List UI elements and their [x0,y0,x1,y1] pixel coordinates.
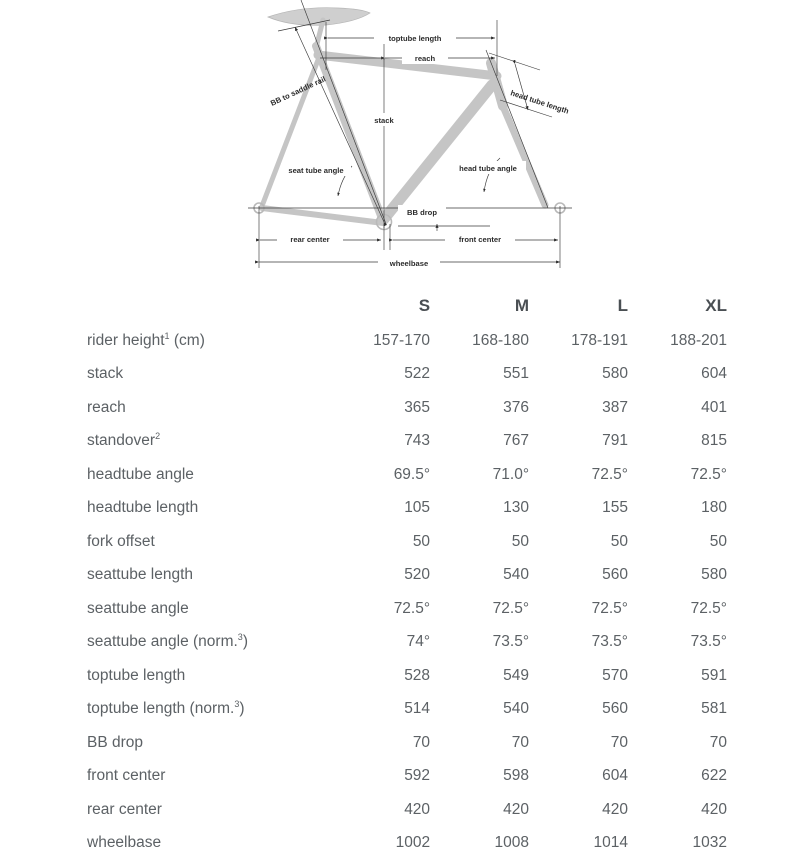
cell-s: 743 [349,425,448,459]
table-row [85,492,745,526]
cell-xl: 622 [646,760,745,794]
cell-s: 157-170 [349,324,448,358]
cell-l: 1014 [547,827,646,860]
cell-m: 71.0° [448,458,547,492]
table-row [85,458,745,492]
cell-xl: 580 [646,559,745,593]
cell-m: 72.5° [448,592,547,626]
cell-s: 1002 [349,827,448,860]
cell-s: 522 [349,358,448,392]
table-row [85,726,745,760]
cell-m: 168-180 [448,324,547,358]
size-header-xl: XL [646,288,745,324]
cell-s: 365 [349,391,448,425]
cell-s: 520 [349,559,448,593]
label-seat-tube-angle: seat tube angle [288,166,343,175]
cell-s: 528 [349,659,448,693]
table-row [85,626,745,660]
cell-l: 420 [547,793,646,827]
cell-xl: 1032 [646,827,745,860]
cell-m: 70 [448,726,547,760]
cell-m: 1008 [448,827,547,860]
cell-m: 540 [448,559,547,593]
label-stack: stack [374,116,394,125]
cell-m: 767 [448,425,547,459]
cell-m: 551 [448,358,547,392]
table-row [85,592,745,626]
cell-l: 560 [547,693,646,727]
row-label-superscript: 1 [165,331,170,341]
cell-l: 560 [547,559,646,593]
cell-xl: 591 [646,659,745,693]
cell-l: 387 [547,391,646,425]
cell-l: 580 [547,358,646,392]
table-row [85,425,745,459]
cell-m: 540 [448,693,547,727]
cell-s: 514 [349,693,448,727]
label-front-center: front center [459,235,501,244]
label-rear-center: rear center [290,235,329,244]
label-bb-to-saddle-rail: BB to saddle rail [269,74,327,107]
row-label: wheelbase [85,827,349,860]
label-toptube-length: toptube length [389,34,442,43]
cell-l: 70 [547,726,646,760]
cell-xl: 604 [646,358,745,392]
row-label: reach [85,391,349,425]
row-label: fork offset [85,525,349,559]
cell-xl: 188-201 [646,324,745,358]
row-label-superscript: 2 [155,431,160,441]
table-row [85,827,745,860]
row-label: rider height$^1$ (cm) [85,324,349,358]
row-label: seattube length [85,559,349,593]
row-label-superscript: 3 [238,632,243,642]
bicycle-frame-geometry-diagram [0,0,800,285]
label-head-tube-length: head tube length [509,88,570,115]
table-row [85,793,745,827]
label-wheelbase: wheelbase [389,259,428,268]
table-row [85,525,745,559]
row-label: standover$^2$ [85,425,349,459]
cell-xl: 581 [646,693,745,727]
cell-m: 130 [448,492,547,526]
cell-s: 420 [349,793,448,827]
cell-s: 69.5° [349,458,448,492]
label-bb-drop: BB drop [407,208,437,217]
cell-l: 791 [547,425,646,459]
label-head-tube-angle: head tube angle [459,164,517,173]
cell-s: 592 [349,760,448,794]
cell-xl: 401 [646,391,745,425]
cell-xl: 180 [646,492,745,526]
cell-xl: 420 [646,793,745,827]
cell-m: 549 [448,659,547,693]
geometry-table [85,288,745,860]
cell-s: 72.5° [349,592,448,626]
row-label: stack [85,358,349,392]
table-row [85,760,745,794]
cell-s: 70 [349,726,448,760]
row-label: rear center [85,793,349,827]
row-label: front center [85,760,349,794]
row-label: headtube angle [85,458,349,492]
row-label: toptube length (norm.$^3$) [85,693,349,727]
cell-s: 105 [349,492,448,526]
cell-xl: 50 [646,525,745,559]
table-row [85,324,745,358]
table-row [85,659,745,693]
cell-s: 74° [349,626,448,660]
row-label: BB drop [85,726,349,760]
size-header-l: L [547,288,646,324]
cell-s: 50 [349,525,448,559]
cell-xl: 70 [646,726,745,760]
cell-l: 73.5° [547,626,646,660]
cell-m: 376 [448,391,547,425]
cell-l: 178-191 [547,324,646,358]
cell-l: 72.5° [547,592,646,626]
cell-m: 50 [448,525,547,559]
cell-m: 73.5° [448,626,547,660]
cell-l: 155 [547,492,646,526]
cell-l: 570 [547,659,646,693]
size-header-s: S [349,288,448,324]
cell-m: 598 [448,760,547,794]
cell-l: 50 [547,525,646,559]
table-row [85,693,745,727]
cell-xl: 72.5° [646,458,745,492]
cell-xl: 815 [646,425,745,459]
cell-xl: 73.5° [646,626,745,660]
row-label: seattube angle (norm.$^3$) [85,626,349,660]
cell-l: 604 [547,760,646,794]
row-label-superscript: 3 [234,699,239,709]
table-row [85,559,745,593]
label-reach: reach [415,54,436,63]
cell-xl: 72.5° [646,592,745,626]
row-label: headtube length [85,492,349,526]
size-header-m: M [448,288,547,324]
row-label: toptube length [85,659,349,693]
cell-m: 420 [448,793,547,827]
row-label: seattube angle [85,592,349,626]
table-row [85,358,745,392]
cell-l: 72.5° [547,458,646,492]
table-header-row [85,288,745,324]
table-row [85,391,745,425]
table-corner-cell [85,288,349,324]
